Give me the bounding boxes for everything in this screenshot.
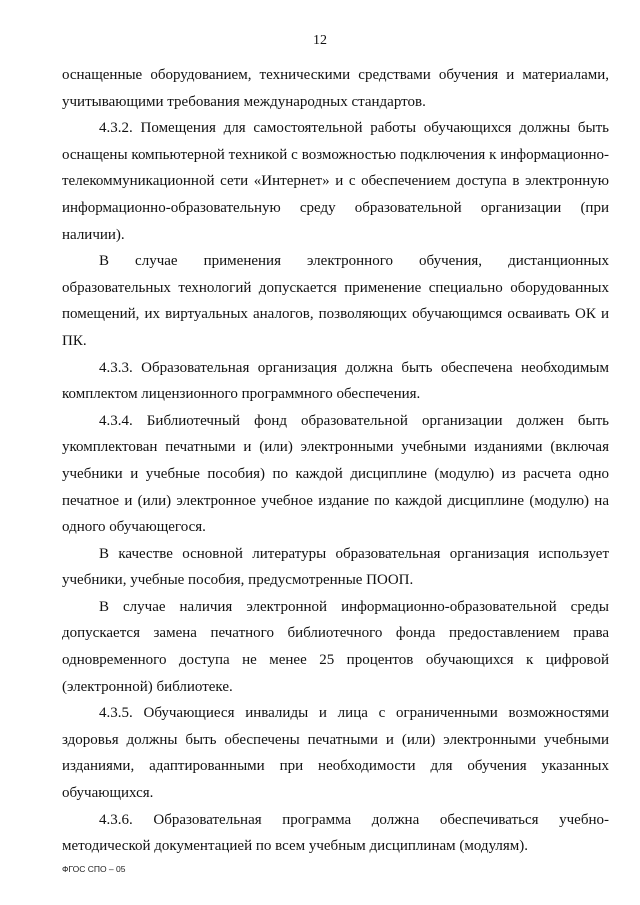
page-number: 12 bbox=[313, 33, 327, 48]
paragraph-4-3-6: 4.3.6. Образовательная программа должна обеспечиваться учебно-методической документацией по всем учебным дисциплинам (модулям). bbox=[62, 811, 609, 855]
footer-label: ФГОС СПО – 05 bbox=[62, 864, 126, 874]
paragraph-electronic-library: В случае наличия электронной информационно-образовательной среды допускается замена печатного библиотечного фонда предоставлением права одновременного доступа не менее 25 процентов обучающихся к цифровой (электронной) библиотеке. bbox=[62, 598, 609, 695]
paragraph-4-3-3: 4.3.3. Образовательная организация должна быть обеспечена необходимым комплектом лицензионного программного обеспечения. bbox=[62, 359, 609, 403]
paragraph-4-3-5: 4.3.5. Обучающиеся инвалиды и лица с ограниченными возможностями здоровья должны быть обеспечены печатными и (или) электронными учебными изданиями, адаптированными при необходимости для обучения указанных обучающихся. bbox=[62, 705, 609, 802]
paragraph-4-3-2: 4.3.2. Помещения для самостоятельной работы обучающихся должны быть оснащены компьютерной техникой с возможностью подключения к информационно-телекоммуникационной сети «Интернет» и с обеспечением доступа в электронную информационно-образовательную среду образовательной организации (при наличии). bbox=[62, 120, 609, 243]
paragraph-main-literature: В качестве основной литературы образовательная организация использует учебники, учебные пособия, предусмотренные ПООП. bbox=[62, 545, 609, 589]
paragraph-continuation: оснащенные оборудованием, техническими средствами обучения и материалами, учитывающими требования международных стандартов. bbox=[62, 67, 609, 110]
paragraph-4-3-4: 4.3.4. Библиотечный фонд образовательной организации должен быть укомплектован печатными и (или) электронными учебными изданиями (включая учебники и учебные пособия) по каждой дисциплине (модулю) из расчета одно печатное и (или) электронное учебное издание по каждой дисциплине (модулю) на одного обучающегося. bbox=[62, 412, 609, 536]
paragraph-distance-learning: В случае применения электронного обучения, дистанционных образовательных технологий допускается применение специально оборудованных помещений, их виртуальных аналогов, позволяющих обучающимся осваивать ОК и ПК. bbox=[62, 253, 609, 349]
document-body bbox=[62, 62, 609, 860]
